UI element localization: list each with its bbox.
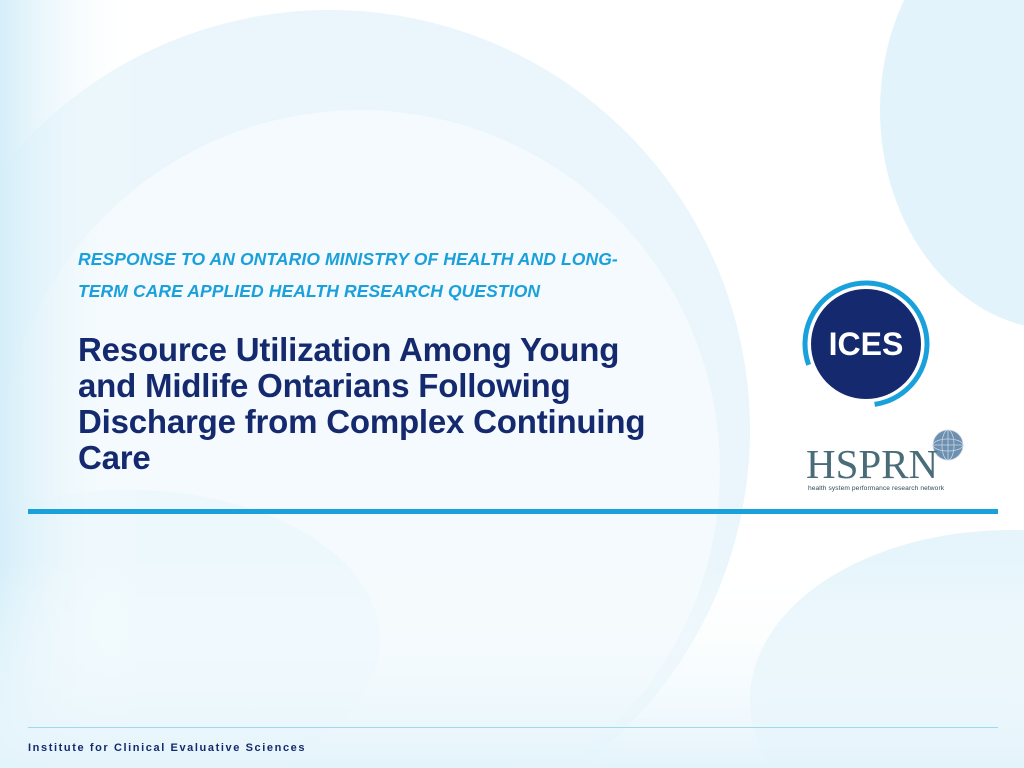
subtitle-line-1: RESPONSE TO AN ONTARIO MINISTRY OF HEALTH AND LONG- <box>78 249 618 269</box>
ices-logo <box>800 278 932 410</box>
title-line-1: Resource Utilization Among Young <box>78 331 620 368</box>
footer-institute-name: Institute for Clinical Evaluative Sciences <box>28 742 307 754</box>
title-line-2: and Midlife Ontarians Following <box>78 367 571 404</box>
hsprn-logo <box>806 428 966 498</box>
hsprn-tagline: health system performance research network <box>808 485 945 492</box>
document-title <box>78 332 778 476</box>
title-divider <box>28 509 998 514</box>
footer-divider <box>28 727 998 728</box>
title-line-4: Care <box>78 439 151 476</box>
ices-logo-icon <box>800 278 932 410</box>
title-line-3: Discharge from Complex Continuing <box>78 403 646 440</box>
subtitle-line-2: TERM CARE APPLIED HEALTH RESEARCH QUESTION <box>78 281 541 301</box>
document-subtitle <box>78 243 758 307</box>
hsprn-logo-text: HSPRN <box>806 441 939 487</box>
ices-logo-text: ICES <box>828 326 904 362</box>
